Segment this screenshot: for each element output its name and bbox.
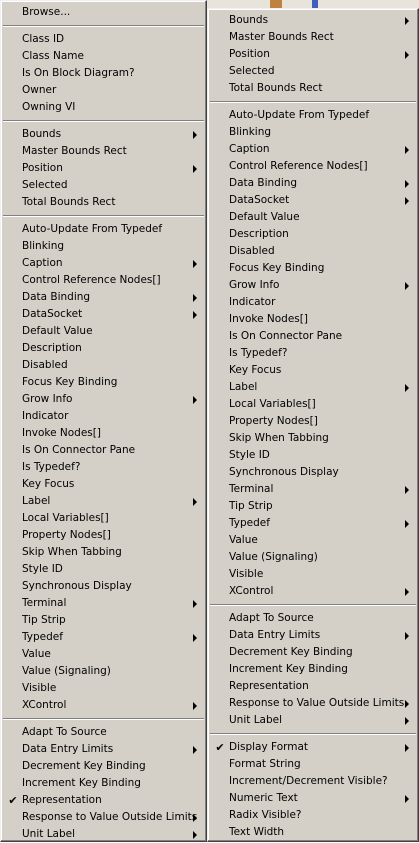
submenu-arrow-icon [405,384,409,392]
menu-item-caption[interactable] [208,141,418,158]
submenu-arrow-icon [193,831,197,839]
menu-item-increment-key-binding[interactable] [1,775,206,792]
menu-item-label: XControl [229,585,274,597]
submenu-arrow-icon [193,396,197,404]
menu-item-label: Invoke Nodes[] [229,313,308,325]
menu-item-default-value[interactable] [208,209,418,226]
menu-item-label: Auto-Update From Typedef [229,109,370,121]
submenu-arrow-icon [405,180,409,188]
menu-item-label: XControl [22,699,67,711]
menu-item-local-variables[interactable] [1,510,206,527]
menu-item-tip-strip[interactable] [1,612,206,629]
submenu-arrow-icon [193,294,197,302]
menu-item-label: Key Focus [229,364,282,376]
menu-item-data-entry-limits[interactable] [1,741,206,758]
menu-item-focus-key-binding[interactable] [1,374,206,391]
menu-item-label: Value [22,648,51,660]
submenu-arrow-icon [193,814,197,822]
menu-item-representation[interactable] [208,678,418,695]
menu-item-label: Visible [229,568,264,580]
menu-item-grow-info[interactable] [208,277,418,294]
menu-item-label: Terminal [22,597,67,609]
menu-item-label: Data Binding [229,177,298,189]
menu-item-bounds[interactable] [1,126,206,143]
menu-item-label: Bounds [22,128,62,140]
submenu-arrow-icon [405,700,409,708]
menu-item-label: Key Focus [22,478,75,490]
menu-item-label: Representation [22,794,102,806]
menu-separator [210,733,416,735]
menu-item-label: Grow Info [229,279,280,291]
menu-item-label: Master Bounds Rect [229,31,334,43]
menu-item-label: DataSocket [229,194,290,206]
submenu-arrow-icon [193,498,197,506]
submenu-arrow-icon [193,131,197,139]
menu-item-response-to-value-outside-limits[interactable] [1,809,206,826]
menu-item-display-format[interactable] [208,739,418,756]
menu-item-owner[interactable] [1,82,206,99]
menu-item-total-bounds-rect[interactable] [1,194,206,211]
menu-item-focus-key-binding[interactable] [208,260,418,277]
menu-item-visible[interactable] [208,566,418,583]
menu-item-auto-update-from-typedef[interactable] [1,221,206,238]
menu-item-label: Typedef [229,517,270,529]
menu-item-selected[interactable] [208,63,418,80]
menu-item-blinking[interactable] [208,124,418,141]
menu-item-label: Position [229,48,270,60]
menu-item-label: Focus Key Binding [229,262,325,274]
menu-item-label: Decrement Key Binding [22,760,146,772]
menu-item-label: Decrement Key Binding [229,646,353,658]
menu-item-label: Blinking [229,126,272,138]
menu-item-label[interactable] [1,493,206,510]
background-window-accent [270,0,282,8]
menu-item-label: Representation [229,680,309,692]
submenu-arrow-icon [405,282,409,290]
menu-item-label: Default Value [229,211,300,223]
menu-separator [210,604,416,606]
menu-item-description[interactable] [1,340,206,357]
submenu-arrow-icon [405,632,409,640]
menu-item-label: Is On Connector Pane [22,444,136,456]
menu-item-key-focus[interactable] [208,362,418,379]
menu-item-adapt-to-source[interactable] [1,724,206,741]
menu-item-label: Numeric Text [229,792,298,804]
submenu-arrow-icon [405,486,409,494]
menu-item-indicator[interactable] [1,408,206,425]
menu-item-radix-visible[interactable] [208,807,418,824]
menu-item-indicator[interactable] [208,294,418,311]
menu-item-label: Response to Value Outside Limits [22,811,198,823]
menu-item-datasocket[interactable] [208,192,418,209]
checkmark-icon: ✔ [215,741,225,754]
menu-item-label: Increment Key Binding [22,777,141,789]
menu-item-label: Style ID [22,563,63,575]
menu-item-class-id[interactable] [1,31,206,48]
menu-item-data-entry-limits[interactable] [208,627,418,644]
menu-item-style-id[interactable] [208,447,418,464]
property-context-menu [0,0,207,842]
menu-item-label: Caption [22,257,63,269]
menu-item-label: Focus Key Binding [22,376,118,388]
menu-item-label: Value [229,534,258,546]
menu-item-label: DataSocket [22,308,83,320]
submenu-arrow-icon [193,260,197,268]
menu-item-is-on-connector-pane[interactable] [1,442,206,459]
menu-item-unit-label[interactable] [1,826,206,843]
submenu-arrow-icon [405,197,409,205]
menu-item-description[interactable] [208,226,418,243]
menu-item-value[interactable] [208,532,418,549]
menu-item-property-nodes[interactable] [208,413,418,430]
menu-item-label: Is On Connector Pane [229,330,343,342]
menu-item-label: Is Typedef? [229,347,288,359]
menu-item-browse[interactable] [1,4,206,21]
menu-item-label: Text Width [229,826,285,838]
submenu-arrow-icon [193,634,197,642]
menu-item-label: Property Nodes[] [22,529,111,541]
menu-item-typedef[interactable] [208,515,418,532]
menu-item-label: Format String [229,758,301,770]
menu-item-label: Tip Strip [22,614,66,626]
menu-item-label: Unit Label [22,828,76,840]
menu-item-label: Browse... [22,6,71,18]
menu-item-typedef[interactable] [1,629,206,646]
menu-item-owning-vi[interactable] [1,99,206,116]
menu-item-label: Skip When Tabbing [22,546,122,558]
menu-item-label: Synchronous Display [229,466,339,478]
menu-item-label: Class Name [22,50,84,62]
submenu-arrow-icon [193,311,197,319]
menu-item-label: Position [22,162,63,174]
menu-item-label: Selected [229,65,275,77]
menu-item-is-on-connector-pane[interactable] [208,328,418,345]
menu-item-label: Tip Strip [229,500,273,512]
menu-item-disabled[interactable] [1,357,206,374]
menu-item-selected[interactable] [1,177,206,194]
menu-item-response-to-value-outside-limits[interactable] [208,695,418,712]
menu-item-terminal[interactable] [1,595,206,612]
menu-item-synchronous-display[interactable] [1,578,206,595]
menu-item-local-variables[interactable] [208,396,418,413]
submenu-arrow-icon [193,600,197,608]
menu-item-representation[interactable] [1,792,206,809]
menu-item-blinking[interactable] [1,238,206,255]
menu-item-control-reference-nodes[interactable] [208,158,418,175]
menu-item-label: Adapt To Source [22,726,107,738]
menu-item-label: Data Binding [22,291,91,303]
menu-item-tip-strip[interactable] [208,498,418,515]
menu-item-increment-key-binding[interactable] [208,661,418,678]
menu-item-label: Auto-Update From Typedef [22,223,163,235]
menu-item-label: Property Nodes[] [229,415,318,427]
menu-item-decrement-key-binding[interactable] [1,758,206,775]
submenu-arrow-icon [405,17,409,25]
menu-item-label: Owner [22,84,57,96]
menu-separator [210,101,416,103]
menu-item-label: Data Entry Limits [22,743,114,755]
menu-item-position[interactable] [1,160,206,177]
menu-item-label: Display Format [229,741,309,753]
menu-item-bounds[interactable] [208,12,418,29]
menu-item-label: Disabled [22,359,68,371]
menu-item-position[interactable] [208,46,418,63]
menu-item-style-id[interactable] [1,561,206,578]
menu-item-label: Control Reference Nodes[] [22,274,161,286]
menu-item-label: Control Reference Nodes[] [229,160,368,172]
menu-item-label: Indicator [229,296,276,308]
menu-item-auto-update-from-typedef[interactable] [208,107,418,124]
menu-item-grow-info[interactable] [1,391,206,408]
menu-item-key-focus[interactable] [1,476,206,493]
menu-item-label: Skip When Tabbing [229,432,329,444]
menu-item-is-typedef[interactable] [1,459,206,476]
menu-item-property-nodes[interactable] [1,527,206,544]
menu-item-default-value[interactable] [1,323,206,340]
menu-item-label: Synchronous Display [22,580,132,592]
menu-item-decrement-key-binding[interactable] [208,644,418,661]
menu-item-label: Value (Signaling) [229,551,318,563]
menu-item-label: Is On Block Diagram? [22,67,135,79]
menu-item-value-signaling[interactable] [208,549,418,566]
menu-item-skip-when-tabbing[interactable] [208,430,418,447]
menu-item-label: Response to Value Outside Limits [229,697,405,709]
menu-item-label: Local Variables[] [22,512,109,524]
submenu-arrow-icon [405,717,409,725]
menu-item-label: Label [22,495,51,507]
submenu-arrow-icon [405,51,409,59]
menu-item-xcontrol[interactable] [1,697,206,714]
menu-item-master-bounds-rect[interactable] [1,143,206,160]
menu-item-invoke-nodes[interactable] [1,425,206,442]
submenu-arrow-icon [193,746,197,754]
menu-item-value-signaling[interactable] [1,663,206,680]
menu-item-label: Bounds [229,14,269,26]
menu-item-label: Total Bounds Rect [229,82,323,94]
menu-separator [3,25,204,27]
menu-item-visible[interactable] [1,680,206,697]
menu-item-label: Indicator [22,410,69,422]
menu-item-master-bounds-rect[interactable] [208,29,418,46]
menu-item-total-bounds-rect[interactable] [208,80,418,97]
menu-item-adapt-to-source[interactable] [208,610,418,627]
submenu-arrow-icon [193,165,197,173]
menu-item-label: Label [229,381,258,393]
menu-item-skip-when-tabbing[interactable] [1,544,206,561]
menu-item-is-typedef[interactable] [208,345,418,362]
menu-item-label: Master Bounds Rect [22,145,127,157]
menu-item-label: Blinking [22,240,65,252]
menu-item-label: Style ID [229,449,270,461]
menu-item-label: Default Value [22,325,93,337]
menu-item-label: Terminal [229,483,274,495]
submenu-arrow-icon [405,146,409,154]
menu-separator [3,120,204,122]
menu-item-data-binding[interactable] [208,175,418,192]
menu-item-datasocket[interactable] [1,306,206,323]
menu-item-text-width[interactable] [208,824,418,841]
menu-item-label[interactable] [208,379,418,396]
menu-item-label: Disabled [229,245,275,257]
menu-item-label: Description [22,342,82,354]
menu-item-disabled[interactable] [208,243,418,260]
menu-item-is-on-block-diagram[interactable] [1,65,206,82]
menu-item-label: Increment Key Binding [229,663,348,675]
menu-item-control-reference-nodes[interactable] [1,272,206,289]
submenu-arrow-icon [405,744,409,752]
menu-item-xcontrol[interactable] [208,583,418,600]
submenu-arrow-icon [193,702,197,710]
menu-item-caption[interactable] [1,255,206,272]
menu-item-label: Local Variables[] [229,398,316,410]
checkmark-icon: ✔ [8,794,18,807]
menu-item-label: Data Entry Limits [229,629,321,641]
menu-item-label: Total Bounds Rect [22,196,116,208]
menu-item-label: Increment/Decrement Visible? [229,775,388,787]
menu-item-label: Description [229,228,289,240]
menu-item-label: Unit Label [229,714,283,726]
menu-item-value[interactable] [1,646,206,663]
menu-item-label: Value (Signaling) [22,665,111,677]
menu-item-numeric-text[interactable] [208,790,418,807]
menu-item-label: Owning VI [22,101,76,113]
menu-item-label: Visible [22,682,57,694]
menu-item-label: Adapt To Source [229,612,314,624]
menu-item-class-name[interactable] [1,48,206,65]
menu-item-label: Typedef [22,631,63,643]
submenu-arrow-icon [405,588,409,596]
menu-item-label: Is Typedef? [22,461,81,473]
menu-item-terminal[interactable] [208,481,418,498]
background-window-accent [312,0,318,8]
menu-separator [3,215,204,217]
menu-item-data-binding[interactable] [1,289,206,306]
submenu-arrow-icon [405,795,409,803]
menu-item-format-string[interactable] [208,756,418,773]
menu-item-label: Caption [229,143,270,155]
menu-item-label: Selected [22,179,68,191]
menu-item-invoke-nodes[interactable] [208,311,418,328]
menu-item-label: Class ID [22,33,65,45]
menu-item-label: Radix Visible? [229,809,302,821]
menu-separator [3,718,204,720]
submenu-arrow-icon [405,520,409,528]
menu-item-increment-decrement-visible[interactable] [208,773,418,790]
menu-item-synchronous-display[interactable] [208,464,418,481]
menu-item-label: Invoke Nodes[] [22,427,101,439]
property-submenu [207,8,419,842]
menu-item-unit-label[interactable] [208,712,418,729]
menu-item-label: Grow Info [22,393,73,405]
